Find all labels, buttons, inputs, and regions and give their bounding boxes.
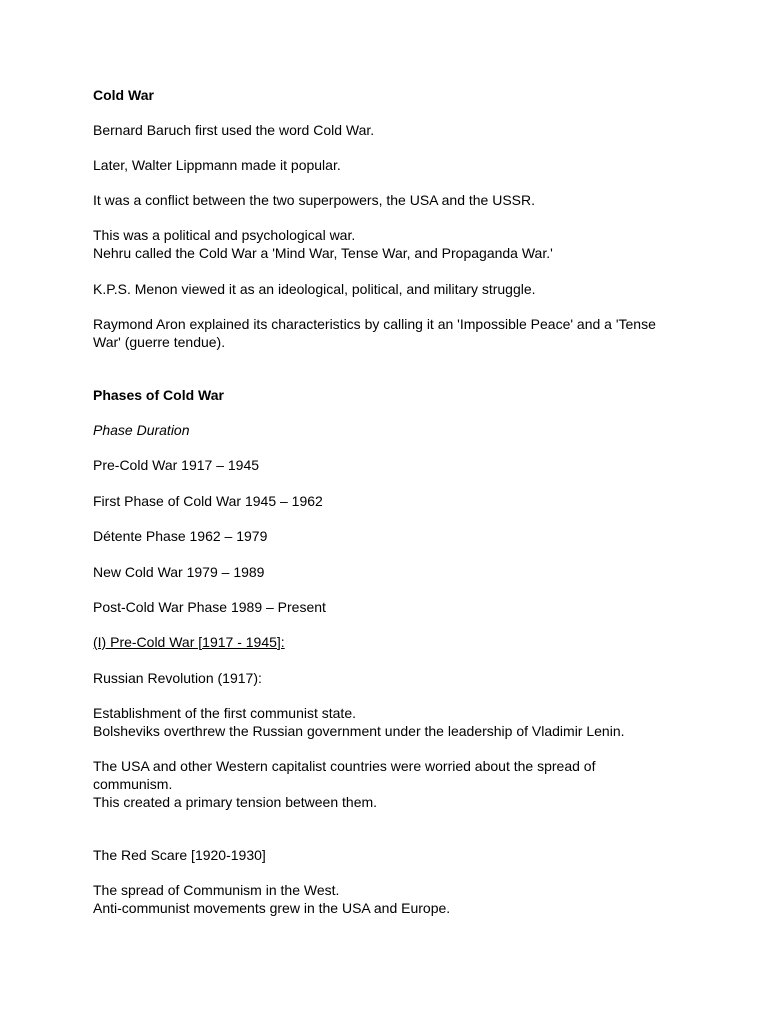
paragraph-nehru: Nehru called the Cold War a 'Mind War, Tense War, and Propaganda War.'	[93, 245, 553, 261]
paragraph-communism-spread: The spread of Communism in the West.	[93, 882, 340, 898]
paragraph-western-worry-line2: communism.	[93, 776, 173, 792]
paragraph-red-scare: The Red Scare [1920-1930]	[93, 847, 266, 863]
heading-pre-cold-war: (I) Pre-Cold War [1917 - 1945]:	[93, 634, 285, 650]
phase-item: First Phase of Cold War 1945 – 1962	[93, 493, 323, 509]
heading-phases: Phases of Cold War	[93, 387, 224, 403]
paragraph-russian-revolution: Russian Revolution (1917):	[93, 670, 262, 686]
paragraph-communist-state: Establishment of the first communist state.	[93, 705, 356, 721]
paragraph-superpowers: It was a conflict between the two superpowers, the USA and the USSR.	[93, 192, 536, 208]
paragraph-lippmann: Later, Walter Lippmann made it popular.	[93, 157, 341, 173]
paragraph-anti-communist: Anti-communist movements grew in the USA and Europe.	[93, 900, 451, 916]
heading-cold-war: Cold War	[93, 87, 154, 103]
paragraph-political-war: This was a political and psychological war.	[93, 227, 356, 243]
paragraph-bolsheviks: Bolsheviks overthrew the Russian government under the leadership of Vladimir Lenin.	[93, 723, 625, 739]
phase-item: Post-Cold War Phase 1989 – Present	[93, 599, 326, 615]
paragraph-aron-line2: War' (guerre tendue).	[93, 334, 226, 350]
paragraph-baruch: Bernard Baruch first used the word Cold War.	[93, 122, 375, 138]
phase-item: New Cold War 1979 – 1989	[93, 564, 265, 580]
paragraph-menon: K.P.S. Menon viewed it as an ideological, political, and military struggle.	[93, 281, 536, 297]
phase-item: Détente Phase 1962 – 1979	[93, 528, 268, 544]
paragraph-aron-line1: Raymond Aron explained its characteristics by calling it an 'Impossible Peace' and a 'Tense	[93, 316, 656, 332]
phase-duration-label: Phase Duration	[93, 422, 190, 438]
paragraph-tension: This created a primary tension between them.	[93, 794, 378, 810]
phase-item: Pre-Cold War 1917 – 1945	[93, 457, 260, 473]
paragraph-western-worry-line1: The USA and other Western capitalist countries were worried about the spread of	[93, 758, 596, 774]
